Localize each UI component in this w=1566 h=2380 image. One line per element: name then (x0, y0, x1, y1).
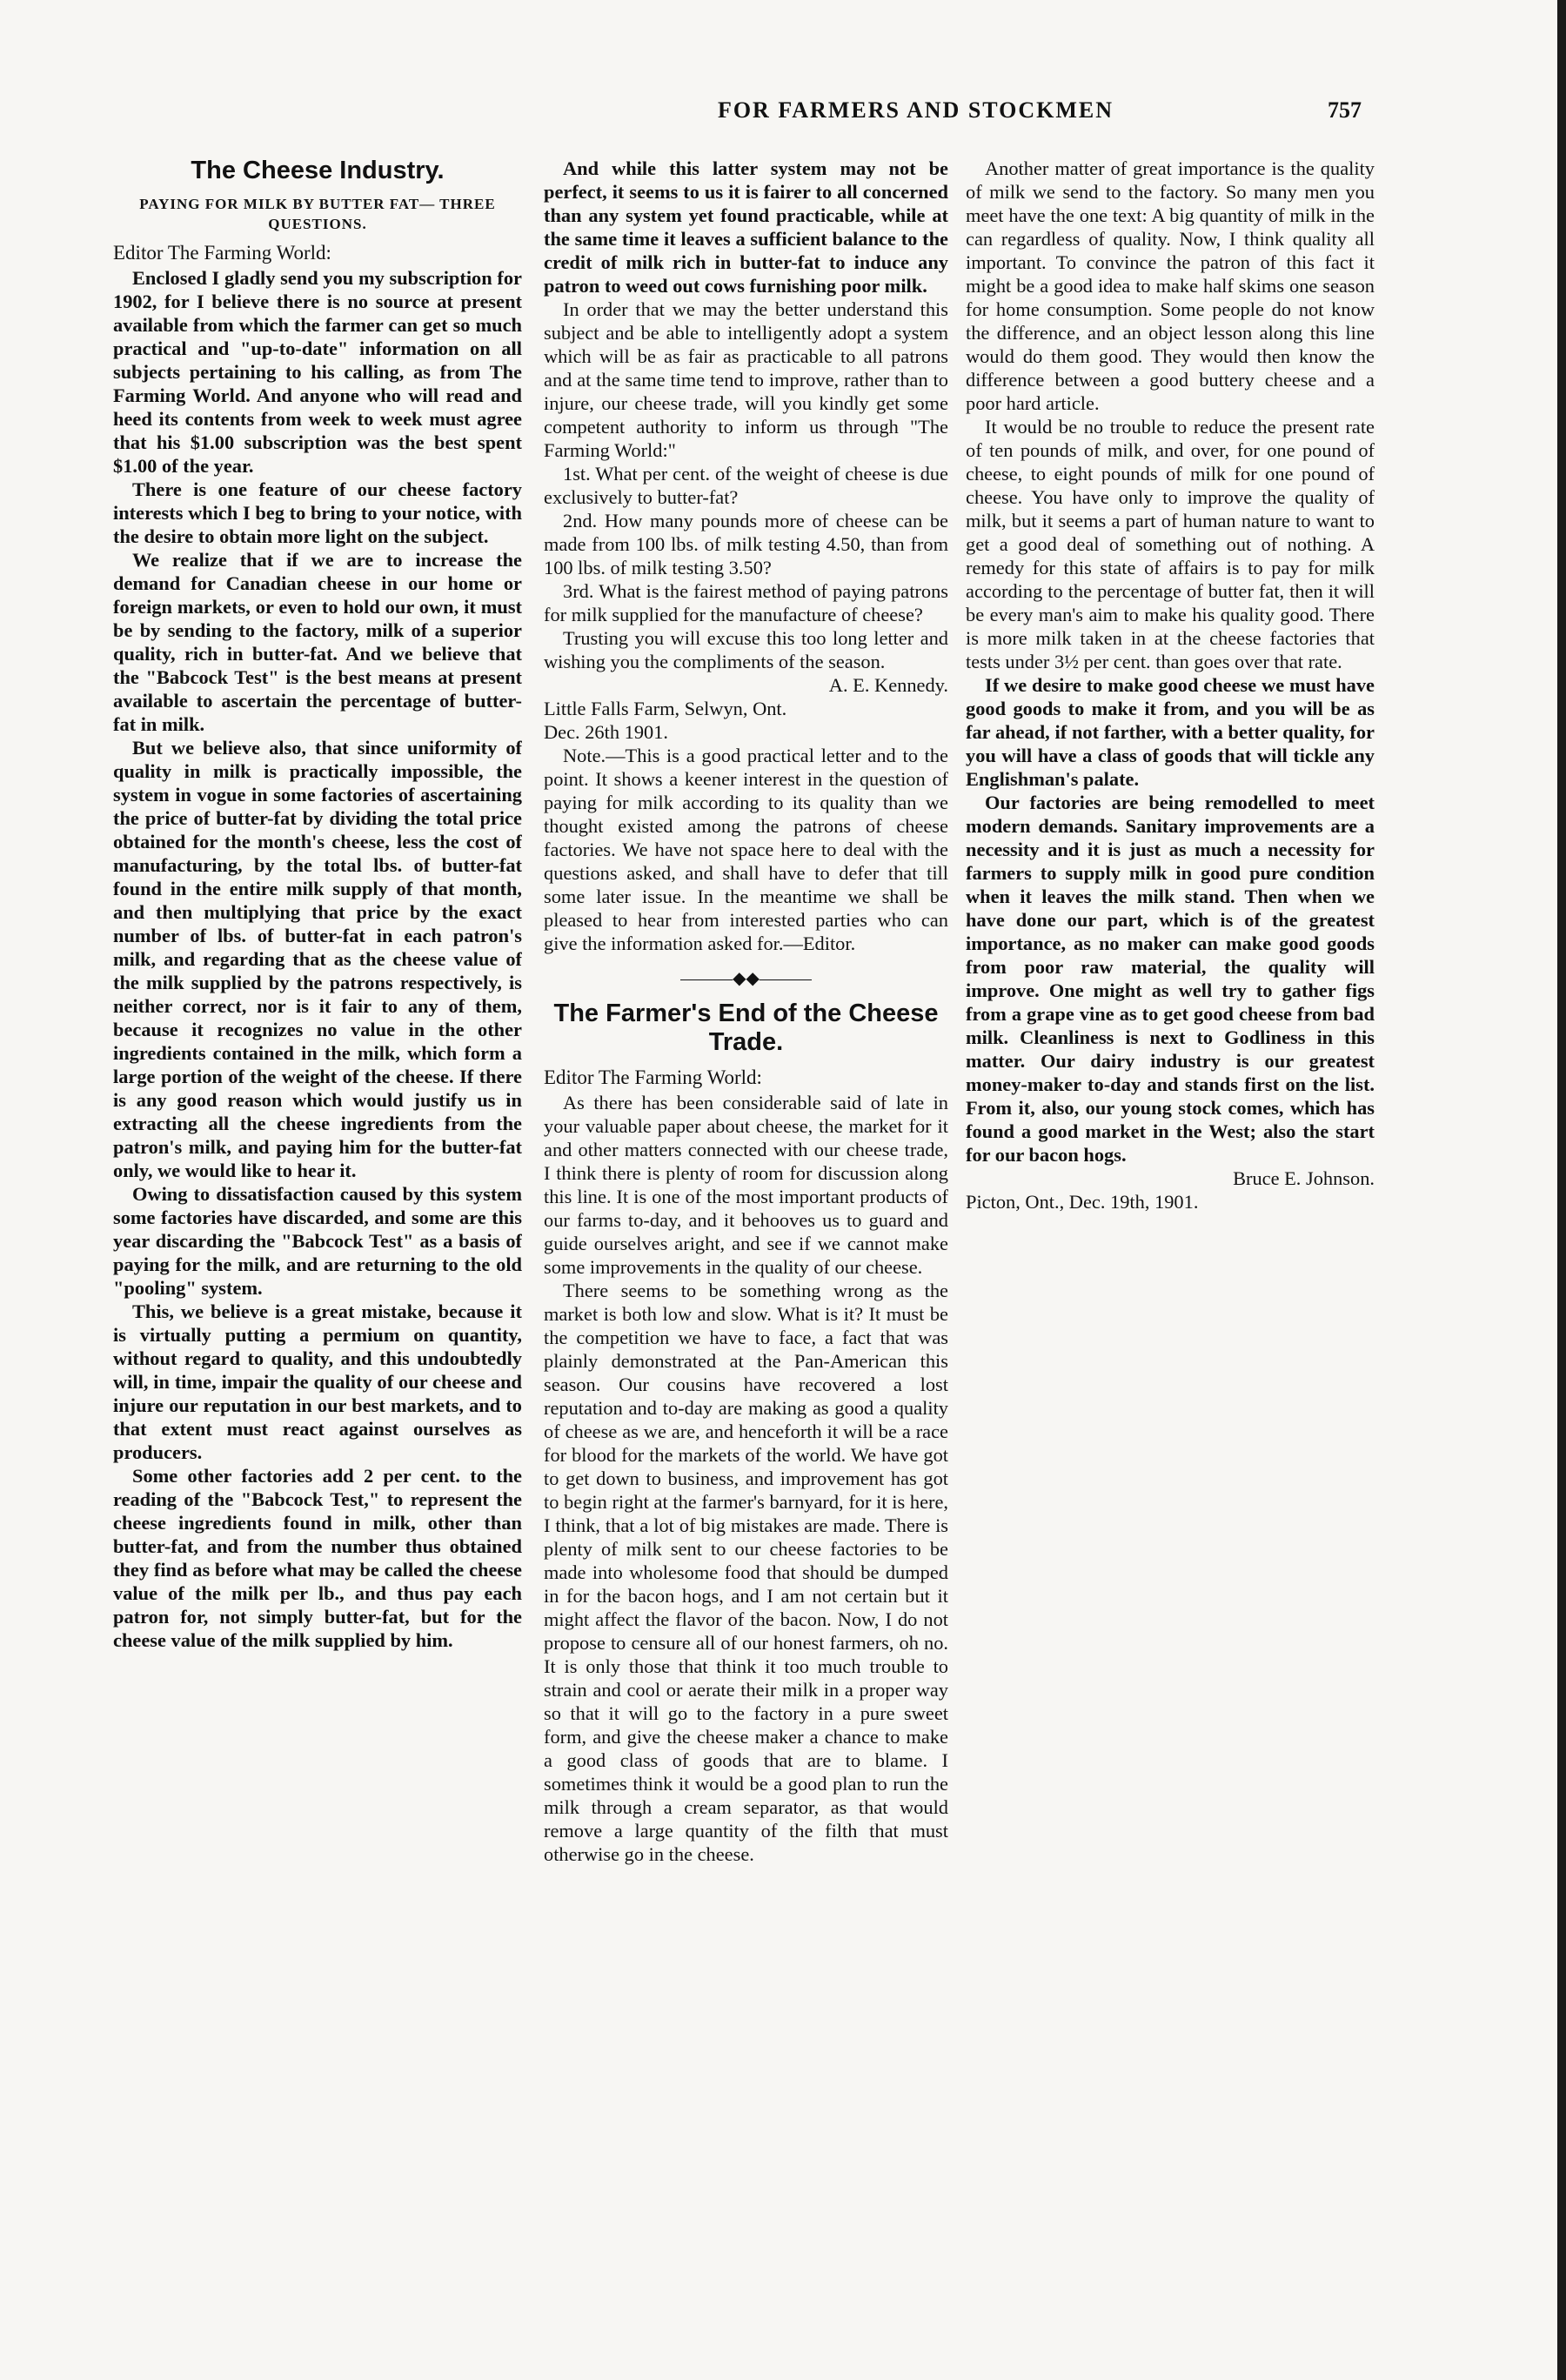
column-1 (113, 157, 522, 2340)
paragraph: It would be no trouble to reduce the present rate of ten pounds of milk, and over, for one pound of cheese, to eight pounds of milk for one pound of cheese. You have only to improve the quality of milk, but it seems a part of human nature to want to get a good deal of something out of nothing. A remedy for this state of affairs is to pay for milk according to the percentage of butter fat, then it will be every man's aim to make his quality good. There is more milk taken in at the cheese factories that tests under 3½ per cent. than goes over that rate. (966, 416, 1375, 672)
paragraph: This, we believe is a great mistake, because it is virtually putting a permium on quantity, without regard to quality, and this undoubtedly will, in time, impair the quality of our cheese and injure our reputation in our best markets, and to that extent must react against ourselves as producers. (113, 1300, 522, 1463)
paragraph: As there has been considerable said of late in your valuable paper about cheese, the market for it and other matters connected with our cheese trade, I think there is plenty of room for discussion along this line. It is one of the most important products of our farms to-day, and it behooves us to guard and guide ourselves aright, and see if we cannot make some improvements in the quality of our cheese. (544, 1092, 948, 1278)
paragraph: In order that we may the better understand this subject and be able to intelligently adopt a system which will be as fair as practicable to all patrons and at the same time tend to improve, rather than to injure, our cheese trade, will you kindly get some competent authority to inform us through "The Farming World:" (544, 298, 948, 461)
column-3 (966, 157, 1375, 2340)
paragraph: Another matter of great importance is the quality of milk we send to the factory. So many men you meet have the one text: A big quantity of milk in the can regardless of quality. Now, I think quality all important. To convince the patron of this fact it might be a good idea to make half skims one season for home consumption. Some people do not know the difference, and an object lesson along this line would do them good. They would then know the difference between a good buttery cheese and a poor hard article. (966, 157, 1375, 414)
salutation: Editor The Farming World: (113, 242, 331, 264)
paragraph: Some other factories add 2 per cent. to the reading of the "Babcock Test," to represent the cheese ingredients found in milk, other than butter-fat, and from the number thus obtained they find as before what may be called the cheese value of the milk per lb., and thus pay each patron for, not simply butter-fat, but for the cheese value of the milk supplied by him. (113, 1465, 522, 1651)
paragraph: And while this latter system may not be perfect, it seems to us it is fairer to all concerned than any system yet found practicable, while at the same time it leaves a sufficient balance to the credit of milk rich in butter-fat to induce any patron to weed out cows furnishing poor milk. (544, 157, 948, 297)
page-header (470, 97, 1362, 132)
article-title: The Farmer's End of the Cheese Trade. (553, 999, 939, 1056)
running-head: FOR FARMERS AND STOCKMEN (717, 97, 1114, 123)
dateline: Little Falls Farm, Selwyn, Ont. (544, 698, 787, 719)
question-3: 3rd. What is the fairest method of paying patrons for milk supplied for the manufacture of cheese? (544, 580, 948, 625)
article-subtitle: PAYING FOR MILK BY BUTTER FAT— THREE QUESTIONS. (139, 196, 496, 232)
salutation: Editor The Farming World: (544, 1066, 762, 1088)
page-number: 757 (1328, 97, 1362, 123)
paragraph: Our factories are being remodelled to meet modern demands. Sanitary improvements are a necessity and it is just as much a necessity for farmers to supply milk in good pure condition when it leaves the milk stand. Then when we have done our part, which is of the greatest importance, as no maker can make good goods from poor raw material, the quality will improve. One might as well try to gather figs from a grape vine as to get good cheese from bad milk. Cleanliness is next to Godliness in this matter. Our dairy industry is our greatest money-maker to-day and stands first on the list. From it, also, our young stock comes, which has found a good market in the West; also the start for our bacon hogs. (966, 792, 1375, 1166)
paragraph: We realize that if we are to increase the demand for Canadian cheese in our home or foreign markets, or even to hold our own, it must be by sending to the factory, milk of a superior quality, rich in butter-fat. And we believe that the "Babcock Test" is the best means at present available to ascertain the percentage of butter-fat in milk. (113, 549, 522, 735)
signature: Bruce E. Johnson. (1233, 1167, 1375, 1189)
paragraph: But we believe also, that since uniformity of quality in milk is practically impossible, the system in vogue in some factories of ascertaining the price of butter-fat by dividing the total price obtained for the month's cheese, less the cost of manufacturing, by the total lbs. of butter-fat found in the entire milk supply of that month, and then multiplying that price by the exact number of lbs. of butter-fat in each patron's milk, and regarding that as the cheese value of the milk supplied by the patrons respectively, is neither correct, nor is it fair to any of them, because it recognizes no value in the other ingredients contained in the milk, which form a large portion of the weight of the cheese. If there is any good reason which would justify us in extracting all the cheese ingredients from the patron's milk, and paying him for the butter-fat only, we would like to hear it. (113, 737, 522, 1181)
scan-edge (1557, 0, 1566, 2380)
paragraph: Enclosed I gladly send you my subscription for 1902, for I believe there is no source at present available from which the farmer can get so much practical and "up-to-date" information on all subjects pertaining to his calling, as from The Farming World. And anyone who will read and heed its contents from week to week must agree that his $1.00 subscription was the best spent $1.00 of the year. (113, 267, 522, 477)
dateline: Dec. 26th 1901. (544, 721, 669, 743)
signature: A. E. Kennedy. (828, 674, 948, 696)
section-separator: ———◆◆——— (680, 969, 812, 988)
question-1: 1st. What per cent. of the weight of cheese is due exclusively to butter-fat? (544, 463, 948, 508)
dateline: Picton, Ont., Dec. 19th, 1901. (966, 1191, 1199, 1213)
column-2 (544, 157, 948, 2340)
editor-note: Note.—This is a good practical letter and to the point. It shows a keener interest in the question of paying for milk according to its quality than we thought existed among the patrons of cheese factories. We have not space here to deal with the questions asked, and shall have to defer that till some later issue. In the meantime we shall be pleased to hear from interested parties who can give the information asked for.—Editor. (544, 745, 948, 954)
question-2: 2nd. How many pounds more of cheese can be made from 100 lbs. of milk testing 4.50, than from 100 lbs. of milk testing 3.50? (544, 510, 948, 578)
paragraph: There is one feature of our cheese factory interests which I beg to bring to your notice, with the desire to obtain more light on the subject. (113, 478, 522, 547)
paragraph: Trusting you will excuse this too long letter and wishing you the compliments of the season. (544, 627, 948, 672)
article-title: The Cheese Industry. (191, 157, 445, 184)
paragraph: If we desire to make good cheese we must have good goods to make it from, and you will be as far ahead, if not farther, with a better quality, for you will have a class of goods that will tickle any Englishman's palate. (966, 674, 1375, 790)
paragraph: There seems to be something wrong as the market is both low and slow. What is it? It must be the competition we have to face, a fact that was plainly demonstrated at the Pan-American this season. Our cousins have recovered a lost reputation and to-day are making as good a quality of cheese as we are, and henceforth it will be a race for blood for the markets of the world. We have got to get down to business, and improvement has got to begin right at the farmer's barnyard, for it is here, I think, that a lot of big mistakes are made. There is plenty of milk sent to our cheese factories to be made into wholesome food that should be dumped in for the bacon hogs, and I am not certain but it might affect the flavor of the bacon. Now, I do not propose to censure all of our honest farmers, oh no. It is only those that think it too much trouble to strain and cool or aerate their milk in a proper way so that it will go to the factory in a pure sweet form, and give the cheese maker a chance to make a good class of goods that are to blame. I sometimes think it would be a good plan to run the milk through a cream separator, as that would remove a large quantity of the filth that must otherwise go in the cheese. (544, 1280, 948, 1865)
paragraph: Owing to dissatisfaction caused by this system some factories have discarded, and some are this year discarding the "Babcock Test" as a basis of paying for the milk, and are returning to the old "pooling" system. (113, 1183, 522, 1299)
